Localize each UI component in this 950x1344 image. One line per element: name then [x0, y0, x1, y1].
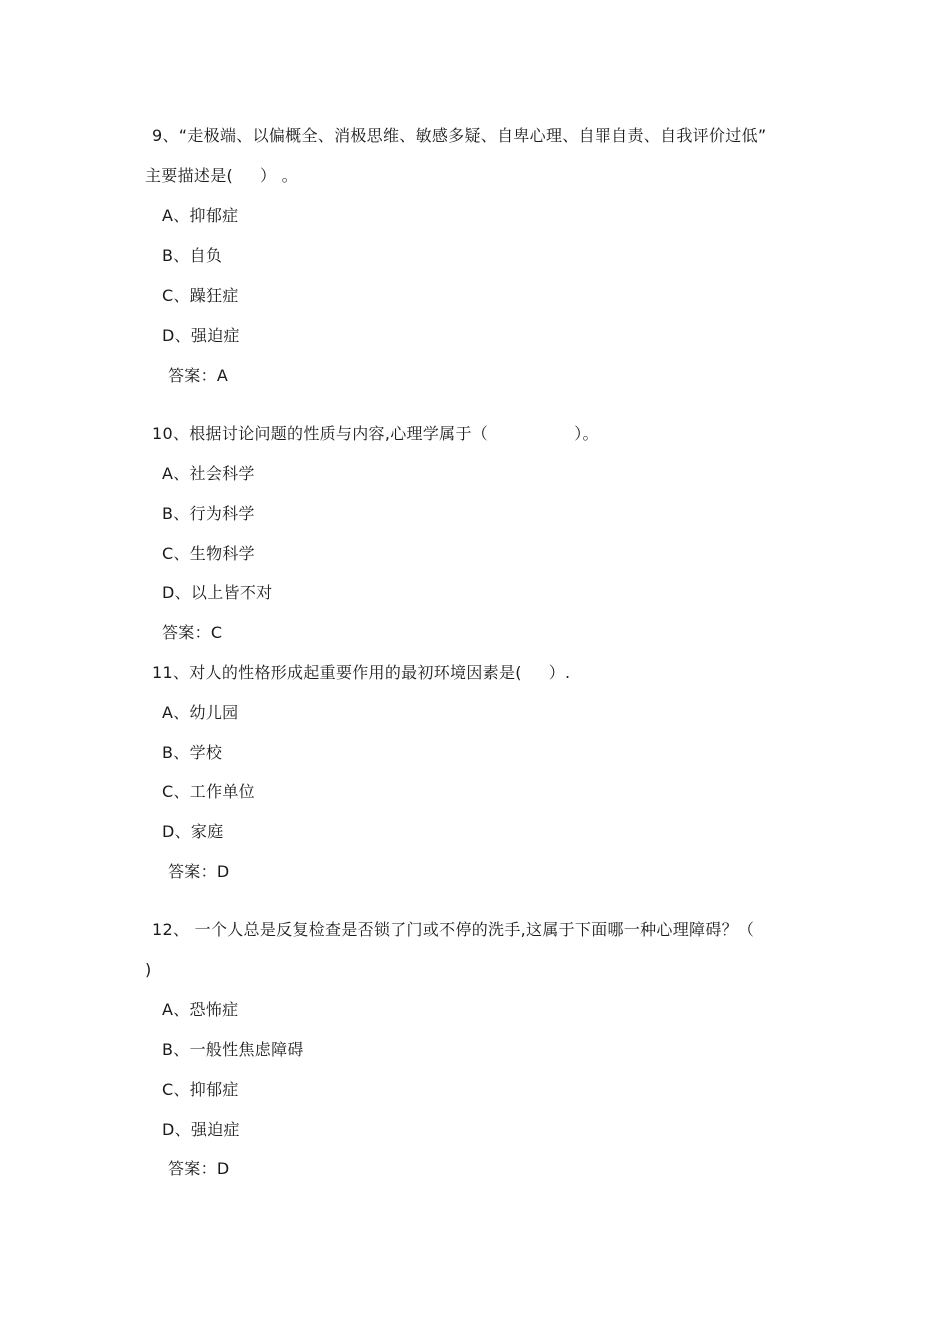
question-10-option-c: C、生物科学 [162, 544, 255, 563]
question-11-option-c: C、工作单位 [162, 782, 255, 801]
question-10-option-b: B、行为科学 [162, 504, 255, 523]
question-12-option-d: D、强迫症 [162, 1120, 240, 1139]
question-12-option-c: C、抑郁症 [162, 1080, 239, 1099]
question-12-option-b: B、一般性焦虑障碍 [162, 1040, 304, 1059]
question-12-stem-line-2: ) [145, 960, 152, 979]
question-10-answer: 答案：C [162, 623, 223, 642]
question-9-option-a: A、抑郁症 [162, 206, 239, 225]
question-10-option-a: A、社会科学 [162, 464, 255, 483]
question-9-answer: 答案：A [168, 366, 229, 385]
question-11-answer: 答案：D [168, 862, 230, 881]
question-11-option-b: B、学校 [162, 743, 223, 762]
question-12-answer: 答案：D [168, 1159, 230, 1178]
question-12-option-a: A、恐怖症 [162, 1000, 239, 1019]
question-9-option-d: D、强迫症 [162, 326, 240, 345]
question-9-option-c: C、躁狂症 [162, 286, 239, 305]
question-9-option-b: B、自负 [162, 246, 223, 265]
question-11-option-d: D、家庭 [162, 822, 224, 841]
question-11-option-a: A、幼儿园 [162, 703, 239, 722]
question-10-option-d: D、以上皆不对 [162, 583, 273, 602]
question-12-stem-line-1: 12、 一个人总是反复检查是否锁了门或不停的洗手,这属于下面哪一种心理障碍？（ [152, 920, 755, 939]
question-9-stem-line-1: 9、“走极端、以偏概全、消极思维、敏感多疑、自卑心理、自罪自责、自我评价过低” [152, 126, 767, 145]
question-9-stem-line-2: 主要描述是( ） 。 [145, 166, 298, 185]
question-10-stem-line-1: 10、根据讨论问题的性质与内容,心理学属于（ ）。 [152, 424, 599, 443]
question-11-stem-line-1: 11、对人的性格形成起重要作用的最初环境因素是( ）. [152, 663, 571, 682]
